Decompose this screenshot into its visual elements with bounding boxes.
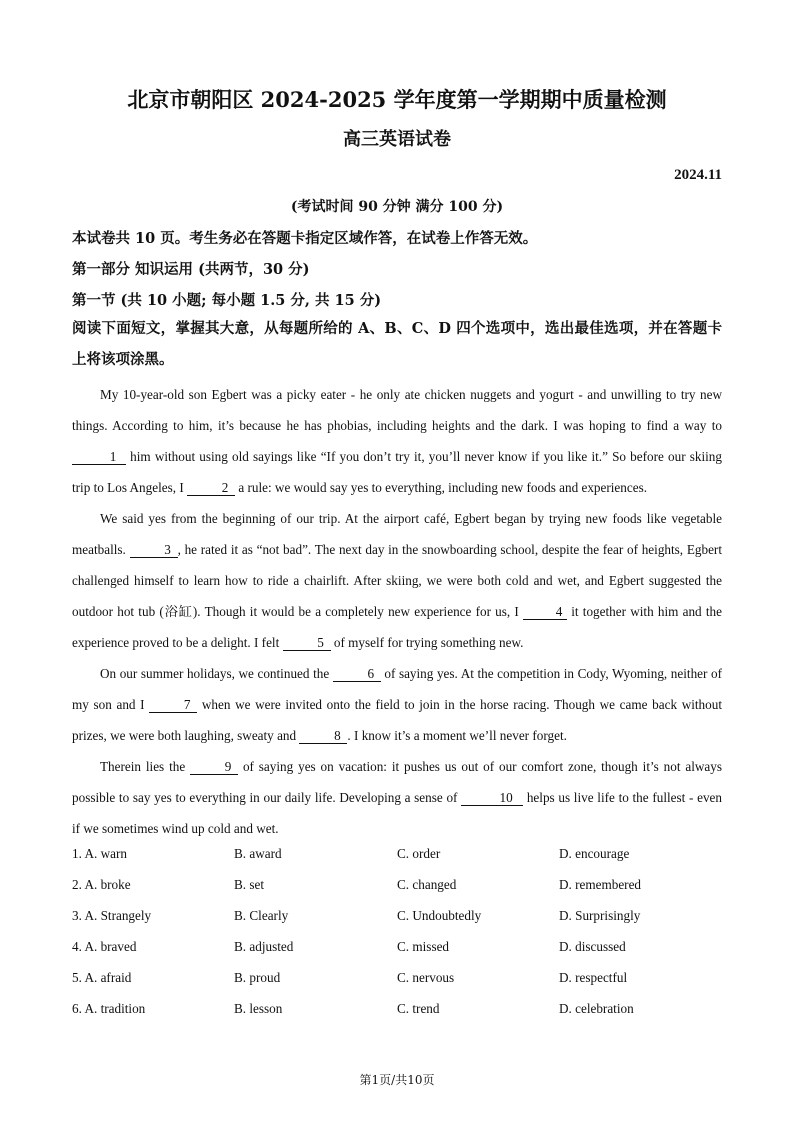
option-d: D. celebration [559,1001,634,1016]
passage-text: , he rated it as “not bad”. The next day in the snowboarding school, despite the fear of heights, Egbert challenged himself to learn how to ride a chairlift. After skiing, we were both cold and wet, and Egbert suggested the outdoor hot tub (浴缸). Though it would be a completely new experience for us, I [72,542,722,619]
option-a: 3. A. Strangely [72,908,152,923]
passage-text: We said yes from the beginning of our trip. At the airport café, Egbert began by trying new foods like vegetable meatballs. [72,511,722,557]
passage-text: Therein lies the [100,759,191,774]
blank-10: 10 [461,790,523,806]
exam-subtitle: 高三英语试卷 [343,129,451,150]
paragraph-4 [72,751,722,844]
option-b: B. lesson [234,1001,283,1016]
option-c: C. nervous [397,970,455,985]
option-c: C. changed [397,877,457,892]
passage-text: of saying yes on vacation: it pushes us out of our comfort zone, though it’s not always possible to say yes to everything in our daily life. Developing a sense of [72,759,722,805]
blank-8: 8 [299,728,347,744]
blank-7: 7 [149,697,197,713]
blank-9: 9 [190,759,238,775]
option-c: C. trend [397,1001,440,1016]
blank-6: 6 [333,666,381,682]
passage-text: helps us live life to the fullest - even if we sometimes wind up cold and wet. [72,790,722,836]
option-d: D. Surprisingly [559,908,641,923]
option-a: 2. A. broke [72,877,131,892]
blank-4: 4 [523,604,567,620]
section-heading: 第一节 (共 10 小题; 每小题 1.5 分, 共 15 分) [72,292,382,309]
question-row [72,877,722,908]
paragraph-1 [72,379,722,503]
directions: 阅读下面短文，掌握其大意，从每题所给的 A、B、C、D 四个选项中，选出最佳选项，并在答题卡上将该项涂黑。 [72,320,722,368]
option-c: C. Undoubtedly [397,908,482,923]
passage-text: it together with him and the experience proved to be a delight. I felt [72,604,722,650]
blank-5: 5 [283,635,331,651]
option-b: B. proud [234,970,281,985]
blank-2: 2 [187,480,235,496]
option-a: 4. A. braved [72,939,137,954]
blank-1: 1 [72,449,126,465]
exam-date: 2024.11 [674,167,722,183]
option-d: D. remembered [559,877,642,892]
passage-text: of saying yes. At the competition in Cody, Wyoming, neither of my son and I [72,666,722,712]
cloze-passage [72,379,722,844]
passage-text: My 10-year-old son Egbert was a picky eater - he only ate chicken nuggets and yogurt - and unwilling to try new things. According to him, it’s because he has phobias, including heights and the dark. I was hoping to find a way to [72,387,722,433]
paragraph-2 [72,503,722,658]
question-row [72,1001,722,1032]
exam-title: 北京市朝阳区 2024-2025 学年度第一学期期中质量检测 [127,87,667,112]
option-b: B. set [234,877,265,892]
question-row [72,970,722,1001]
option-b: B. adjusted [234,939,294,954]
passage-text: when we were invited onto the field to join in the horse racing. Though we came back without prizes, we were both laughing, sweaty and [72,697,722,743]
answer-options [72,846,722,1032]
option-d: D. discussed [559,939,626,954]
option-a: 5. A. afraid [72,970,132,985]
passage-text: On our summer holidays, we continued the [100,666,333,681]
question-row [72,939,722,970]
option-b: B. Clearly [234,908,289,923]
option-a: 6. A. tradition [72,1001,146,1016]
question-row [72,846,722,877]
blank-3: 3 [130,542,178,558]
page-number: 第1页/共10页 [359,1073,435,1087]
option-a: 1. A. warn [72,846,127,861]
option-d: D. encourage [559,846,630,861]
passage-text: of myself for trying something new. [330,635,524,650]
paragraph-3 [72,658,722,751]
time-info: (考试时间 90 分钟 满分 100 分) [290,199,504,215]
option-c: C. order [397,846,441,861]
passage-text: . I know it’s a moment we’ll never forget. [347,728,567,743]
passage-text: a rule: we would say yes to everything, including new foods and experiences. [235,480,648,495]
option-c: C. missed [397,939,450,954]
option-d: D. respectful [559,970,628,985]
option-b: B. award [234,846,282,861]
question-row [72,908,722,939]
general-instruction: 本试卷共 10 页。考生务必在答题卡指定区域作答，在试卷上作答无效。 [72,230,538,247]
part-heading: 第一部分 知识运用 (共两节，30 分) [72,261,310,278]
passage-text: him without using old sayings like “If you don’t try it, you’ll never know if you like it.” So before our skiing trip to Los Angeles, I [72,449,722,495]
